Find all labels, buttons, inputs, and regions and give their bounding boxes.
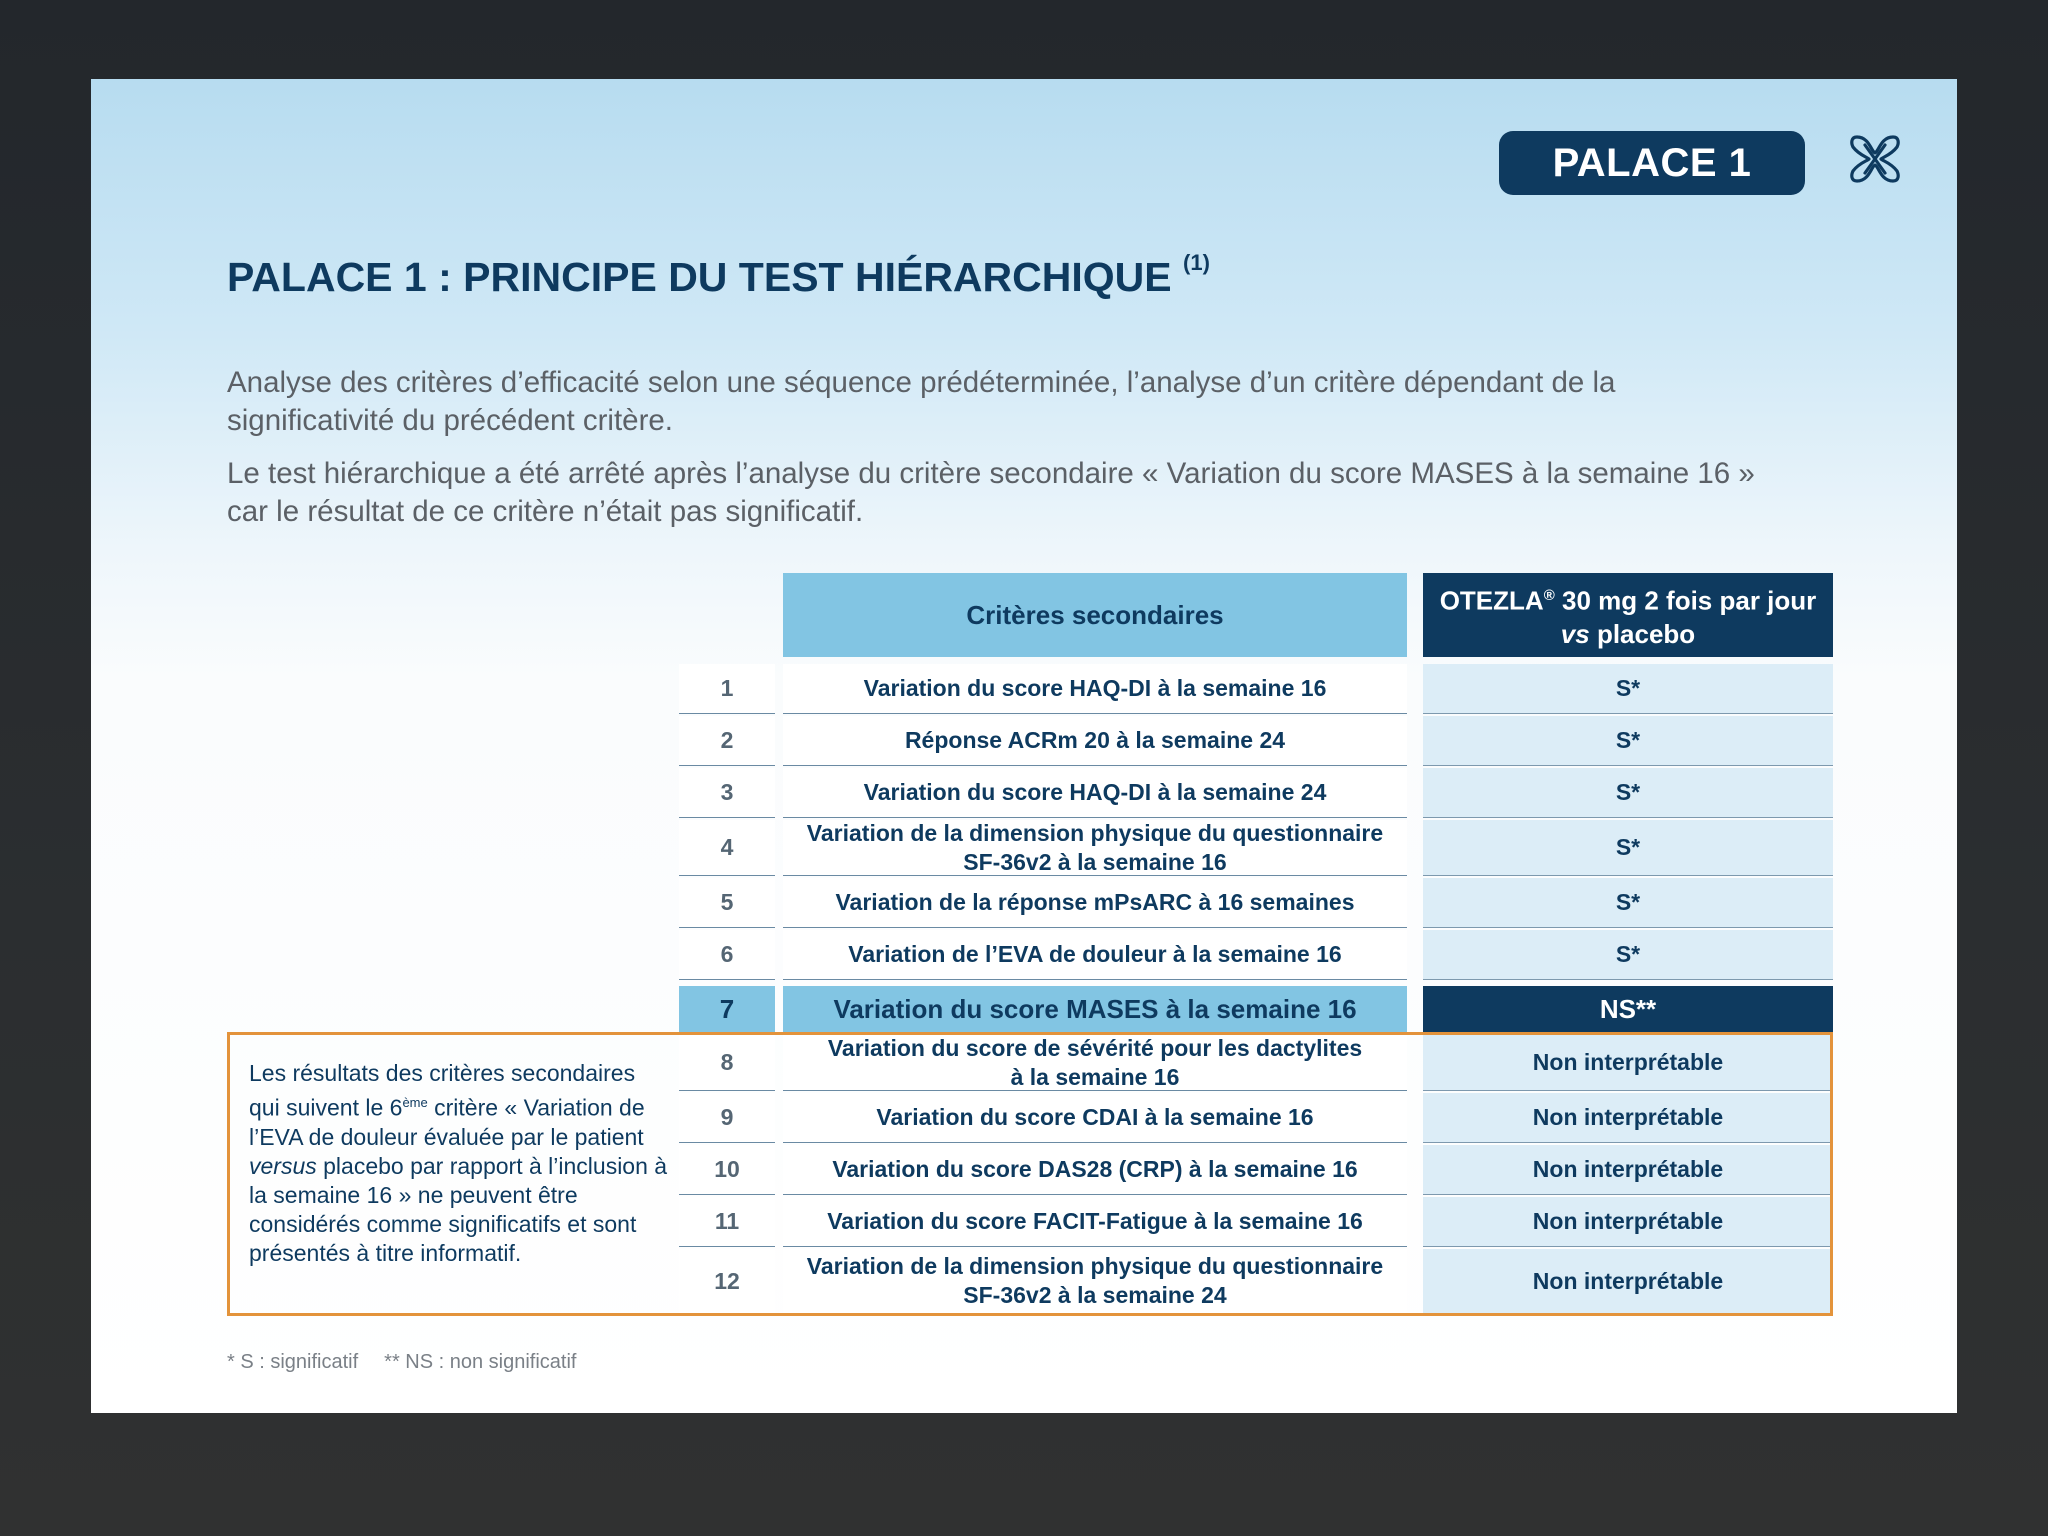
page-title-text: PALACE 1 : PRINCIPE DU TEST HIÉRARCHIQUE [227,254,1172,300]
row-7-criteria: Variation du score MASES à la semaine 16 [783,986,1407,1032]
row-2-number: 2 [679,716,775,766]
row-12-number: 12 [679,1249,775,1313]
note-text-1: Les résultats des critères secondaires qui suivent le 6 [249,1060,636,1121]
row-8-result: Non interprétable [1423,1035,1833,1091]
row-11-criteria: Variation du score FACIT-Fatigue à la semaine 16 [783,1197,1407,1247]
row-1-number: 1 [679,664,775,714]
row-4-criteria-line-1: Variation de la dimension physique du questionnaire [806,819,1384,846]
registered-mark: ® [1543,587,1555,605]
close-button[interactable] [1847,131,1903,187]
title-reference: (1) [1183,250,1210,276]
row-12-result: Non interprétable [1423,1249,1833,1313]
row-12-criteria-line-1: Variation de la dimension physique du questionnaire [806,1253,1384,1279]
row-2-criteria: Réponse ACRm 20 à la semaine 24 [783,716,1407,766]
note-superscript: ème [402,1095,428,1110]
row-4-criteria [783,820,1407,876]
row-8-criteria [783,1035,1407,1091]
footnotes [227,1351,577,1374]
row-5-number: 5 [679,878,775,928]
row-3-number: 3 [679,768,775,818]
header-result-line-1 [1440,579,1817,618]
header-result-vs: vs [1560,618,1590,649]
intro-paragraph-2: Le test hiérarchique a été arrêté après l’analyse du critère secondaire « Variation du score MASES à la semaine 16 » car le résultat de ce critère n’était pas significatif. [227,457,1755,528]
slide-panel [91,79,1957,1413]
header-result-brand: OTEZLA [1439,585,1544,616]
footnote-not-significant: ** NS : non significatif [384,1351,577,1373]
study-badge: PALACE 1 [1499,131,1805,195]
row-2-result: S* [1423,716,1833,766]
row-9-result: Non interprétable [1423,1093,1833,1143]
row-12-criteria-line-2: SF-36v2 à la semaine 24 [963,1282,1227,1308]
header-result-placebo: placebo [1589,618,1696,649]
row-4-criteria-line-2: SF-36v2 à la semaine 16 [963,848,1227,875]
row-10-result: Non interprétable [1423,1145,1833,1195]
header-result-dose: 30 mg 2 fois par jour [1554,585,1817,616]
row-3-result: S* [1423,768,1833,818]
row-9-criteria: Variation du score CDAI à la semaine 16 [783,1093,1407,1143]
note-text-3: placebo par rapport à l’inclusion à la semaine 16 » ne peuvent être considérés comme significatifs et sont présentés à titre informatif. [249,1152,668,1266]
close-x-icon [1847,131,1903,187]
row-1-criteria: Variation du score HAQ-DI à la semaine 16 [783,664,1407,714]
row-3-criteria: Variation du score HAQ-DI à la semaine 24 [783,768,1407,818]
row-6-result: S* [1423,930,1833,980]
page-title [227,250,1210,301]
header-criteria: Critères secondaires [783,573,1407,657]
row-6-criteria: Variation de l’EVA de douleur à la semaine 16 [783,930,1407,980]
row-6-number: 6 [679,930,775,980]
informative-note [249,1059,669,1268]
row-8-criteria-line-2: à la semaine 16 [1010,1063,1180,1090]
row-10-number: 10 [679,1145,775,1195]
footnote-significant: * S : significatif [227,1351,359,1373]
row-8-criteria-line-1: Variation du score de sévérité pour les dactylites [827,1034,1363,1061]
row-8-number: 8 [679,1035,775,1091]
note-versus: versus [249,1152,317,1179]
row-9-number: 9 [679,1093,775,1143]
header-result [1423,573,1833,657]
row-11-number: 11 [679,1197,775,1247]
row-4-result: S* [1423,820,1833,876]
row-11-result: Non interprétable [1423,1197,1833,1247]
row-1-result: S* [1423,664,1833,714]
row-4-number: 4 [679,820,775,876]
intro-paragraph-1: Analyse des critères d’efficacité selon une séquence prédéterminée, l’analyse d’un critère dépendant de la significativité du précédent critère. [227,366,1616,437]
row-10-criteria: Variation du score DAS28 (CRP) à la semaine 16 [783,1145,1407,1195]
row-5-result: S* [1423,878,1833,928]
note-text-2: critère « Variation de l’EVA de douleur évaluée par le patient [249,1094,645,1150]
header-result-line-2 [1561,618,1695,651]
row-7-result: NS** [1423,986,1833,1032]
row-12-criteria [783,1249,1407,1313]
row-5-criteria: Variation de la réponse mPsARC à 16 semaines [783,878,1407,928]
row-7-number: 7 [679,986,775,1032]
